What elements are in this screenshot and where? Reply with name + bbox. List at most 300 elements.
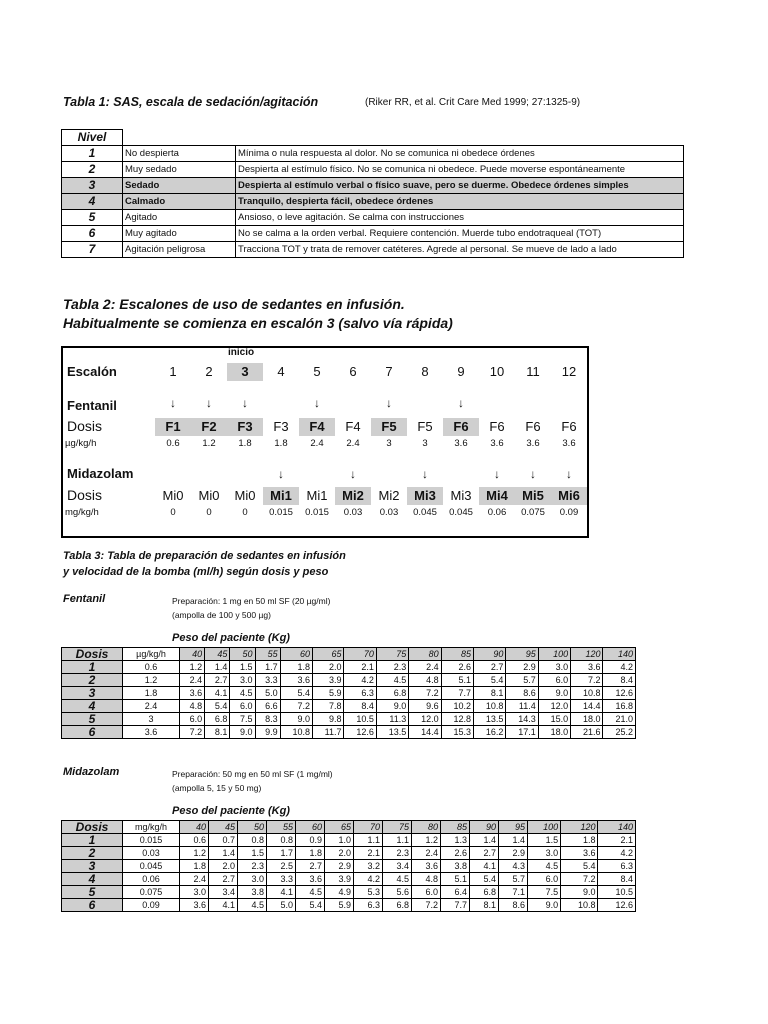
fentanil-dose-value: 2.4	[310, 438, 324, 449]
rate-cell: 16.8	[603, 700, 636, 713]
rate-row	[62, 726, 636, 739]
weight-header: 95	[506, 648, 538, 661]
rate-cell: 5.4	[561, 860, 598, 873]
unit-header: mg/kg/h	[123, 821, 180, 834]
rate-cell: 5.7	[499, 873, 528, 886]
rate-cell: 3.6	[296, 873, 325, 886]
weight-header: 85	[441, 648, 473, 661]
sas-table	[61, 129, 684, 258]
down-arrow-icon: ↓	[386, 396, 392, 410]
escalon-number: 10	[489, 364, 505, 379]
nivel-header: Nivel	[62, 130, 123, 146]
dose-value: 3.6	[123, 726, 180, 739]
rate-row	[62, 847, 636, 860]
fentanil-dose-value: 3.6	[562, 438, 576, 449]
rate-cell: 7.2	[412, 899, 441, 912]
inicio-label: inicio	[228, 347, 255, 358]
rate-cell: 13.5	[473, 713, 505, 726]
fentanil-step-code: F5	[417, 419, 433, 434]
rate-cell: 7.7	[441, 899, 470, 912]
rate-cell: 6.0	[528, 873, 561, 886]
rate-row	[62, 661, 636, 674]
unit-header: µg/kg/h	[123, 648, 180, 661]
rate-row	[62, 873, 636, 886]
rate-cell: 2.4	[409, 661, 441, 674]
rate-cell: 7.2	[571, 674, 603, 687]
rate-cell: 8.1	[205, 726, 230, 739]
midazolam-dosis-label: Dosis	[67, 487, 103, 503]
rate-cell: 7.8	[313, 700, 344, 713]
rate-cell: 2.9	[499, 847, 528, 860]
weight-header: 55	[255, 648, 280, 661]
fentanil-prep-line2: (ampolla de 100 y 500 µg)	[172, 610, 271, 620]
midazolam-step-code: Mi3	[450, 488, 472, 503]
escalon-number: 7	[385, 364, 393, 379]
rate-cell: 5.7	[506, 674, 538, 687]
fentanil-step-code: F6	[561, 419, 577, 434]
rate-cell: 2.4	[180, 674, 205, 687]
rate-cell: 8.6	[499, 899, 528, 912]
fentanil-step-code: F2	[191, 418, 227, 436]
midazolam-dose-value: 0.06	[487, 507, 507, 518]
rate-cell: 1.0	[325, 834, 354, 847]
fentanil-dose-value: 3.6	[490, 438, 504, 449]
escalon-number: 11	[526, 364, 540, 379]
rate-cell: 1.1	[383, 834, 412, 847]
rate-cell: 6.6	[255, 700, 280, 713]
rate-cell: 6.8	[470, 886, 499, 899]
rate-cell: 4.8	[412, 873, 441, 886]
rate-cell: 10.5	[344, 713, 376, 726]
sas-name: Agitación peligrosa	[123, 242, 236, 258]
dose-number: 6	[62, 899, 123, 912]
weight-header: 80	[409, 648, 441, 661]
rate-cell: 0.7	[209, 834, 238, 847]
rate-cell: 5.9	[325, 899, 354, 912]
sas-description: Ansioso, o leve agitación. Se calma con instrucciones	[236, 210, 684, 226]
rate-cell: 13.5	[376, 726, 408, 739]
midazolam-step-code: Mi6	[551, 487, 587, 505]
down-arrow-icon: ↓	[494, 467, 500, 481]
rate-cell: 2.0	[325, 847, 354, 860]
rate-cell: 14.4	[409, 726, 441, 739]
sas-description: Despierta al estímulo verbal o físico suave, pero se duerme. Obedece órdenes simples	[236, 178, 684, 194]
rate-cell: 3.9	[325, 873, 354, 886]
rate-cell: 1.8	[296, 847, 325, 860]
dose-value: 0.06	[123, 873, 180, 886]
rate-cell: 9.0	[230, 726, 255, 739]
rate-cell: 2.7	[296, 860, 325, 873]
rate-cell: 3.9	[313, 674, 344, 687]
rate-cell: 21.6	[571, 726, 603, 739]
escalon-number: 1	[169, 364, 177, 379]
rate-cell: 0.6	[180, 834, 209, 847]
rate-cell: 9.0	[376, 700, 408, 713]
dose-number: 5	[62, 713, 123, 726]
rate-cell: 6.8	[205, 713, 230, 726]
down-arrow-icon: ↓	[350, 467, 356, 481]
rate-cell: 15.3	[441, 726, 473, 739]
midazolam-step-code: Mi5	[515, 487, 551, 505]
midazolam-step-code: Mi2	[378, 488, 400, 503]
rate-cell: 3.0	[528, 847, 561, 860]
rate-cell: 2.6	[441, 847, 470, 860]
rate-cell: 5.1	[441, 873, 470, 886]
rate-cell: 10.8	[473, 700, 505, 713]
rate-cell: 6.4	[441, 886, 470, 899]
rate-cell: 11.7	[313, 726, 344, 739]
fentanil-prep-line1: Preparación: 1 mg en 50 ml SF (20 µg/ml)	[172, 596, 331, 606]
dose-value: 0.6	[123, 661, 180, 674]
midazolam-prep-line1: Preparación: 50 mg en 50 ml SF (1 mg/ml)	[172, 769, 333, 779]
rate-cell: 6.8	[376, 687, 408, 700]
weight-header: 65	[313, 648, 344, 661]
rate-cell: 2.0	[209, 860, 238, 873]
sas-name: Muy sedado	[123, 162, 236, 178]
sas-level: 1	[62, 146, 123, 162]
rate-cell: 4.1	[470, 860, 499, 873]
rate-cell: 4.8	[180, 700, 205, 713]
rate-cell: 1.4	[209, 847, 238, 860]
rate-cell: 2.7	[209, 873, 238, 886]
rate-cell: 5.4	[280, 687, 312, 700]
rate-cell: 14.3	[506, 713, 538, 726]
dose-number: 2	[62, 674, 123, 687]
down-arrow-icon: ↓	[278, 467, 284, 481]
midazolam-step-code: Mi4	[479, 487, 515, 505]
fentanil-dose-value: 3	[422, 438, 428, 449]
escalon-number: 2	[205, 364, 213, 379]
weight-header: 140	[598, 821, 636, 834]
fentanil-step-code: F3	[227, 418, 263, 436]
midazolam-step-code: Mi0	[198, 488, 220, 503]
fentanil-step-code: F3	[273, 419, 289, 434]
dose-value: 0.075	[123, 886, 180, 899]
rate-cell: 5.0	[255, 687, 280, 700]
rate-cell: 2.3	[376, 661, 408, 674]
weight-header: 75	[376, 648, 408, 661]
rate-cell: 0.8	[238, 834, 267, 847]
weight-header: 100	[538, 648, 570, 661]
rate-cell: 10.5	[598, 886, 636, 899]
weight-header: 40	[180, 648, 205, 661]
dose-value: 3	[123, 713, 180, 726]
sas-name: No despierta	[123, 146, 236, 162]
rate-cell: 2.5	[267, 860, 296, 873]
rate-cell: 1.7	[267, 847, 296, 860]
rate-cell: 8.4	[598, 873, 636, 886]
rate-cell: 6.0	[412, 886, 441, 899]
weight-header: 75	[383, 821, 412, 834]
dose-number: 1	[62, 661, 123, 674]
weight-header: 120	[571, 648, 603, 661]
rate-cell: 8.3	[255, 713, 280, 726]
fentanil-dosis-label: Dosis	[67, 418, 103, 434]
rate-cell: 4.8	[409, 674, 441, 687]
rate-cell: 6.8	[383, 899, 412, 912]
rate-cell: 1.3	[441, 834, 470, 847]
down-arrow-icon: ↓	[242, 396, 248, 410]
rate-cell: 9.0	[528, 899, 561, 912]
rate-row	[62, 860, 636, 873]
rate-cell: 1.2	[412, 834, 441, 847]
rate-cell: 2.1	[344, 661, 376, 674]
rate-cell: 3.6	[561, 847, 598, 860]
sas-name: Calmado	[123, 194, 236, 210]
fentanil-heading: Fentanil	[63, 593, 106, 605]
rate-cell: 2.1	[354, 847, 383, 860]
rate-cell: 8.4	[344, 700, 376, 713]
fentanil-step-code: F6	[443, 418, 479, 436]
rate-cell: 3.4	[209, 886, 238, 899]
rate-row	[62, 713, 636, 726]
rate-cell: 2.4	[412, 847, 441, 860]
rate-cell: 10.8	[561, 899, 598, 912]
rate-cell: 1.1	[354, 834, 383, 847]
midazolam-dose-value: 0.015	[305, 507, 329, 518]
midazolam-step-code: Mi0	[234, 488, 256, 503]
rate-cell: 4.3	[499, 860, 528, 873]
fentanil-dose-value: 3.6	[454, 438, 468, 449]
rate-cell: 3.3	[267, 873, 296, 886]
rate-cell: 7.1	[499, 886, 528, 899]
rate-cell: 1.4	[499, 834, 528, 847]
weight-header: 140	[603, 648, 636, 661]
down-arrow-icon: ↓	[566, 467, 572, 481]
weight-header: 120	[561, 821, 598, 834]
down-arrow-icon: ↓	[530, 467, 536, 481]
rate-cell: 12.0	[538, 700, 570, 713]
weight-header: 50	[238, 821, 267, 834]
rate-cell: 9.0	[280, 713, 312, 726]
down-arrow-icon: ↓	[170, 396, 176, 410]
midazolam-label: Midazolam	[67, 466, 134, 481]
dose-value: 1.2	[123, 674, 180, 687]
rate-cell: 15.0	[538, 713, 570, 726]
rate-cell: 5.0	[267, 899, 296, 912]
rate-header-row	[62, 648, 636, 661]
rate-cell: 4.5	[383, 873, 412, 886]
rate-cell: 3.8	[238, 886, 267, 899]
rate-cell: 1.5	[528, 834, 561, 847]
rate-cell: 3.2	[354, 860, 383, 873]
midazolam-step-code: Mi0	[162, 488, 184, 503]
midazolam-dose-value: 0.015	[269, 507, 293, 518]
rate-cell: 5.6	[383, 886, 412, 899]
rate-cell: 5.4	[205, 700, 230, 713]
rate-cell: 3.4	[383, 860, 412, 873]
midazolam-dose-value: 0.045	[449, 507, 473, 518]
rate-cell: 2.3	[383, 847, 412, 860]
rate-cell: 3.6	[571, 661, 603, 674]
sas-level: 4	[62, 194, 123, 210]
table3-title-line1: Tabla 3: Tabla de preparación de sedantes en infusión	[63, 550, 346, 562]
midazolam-peso-label: Peso del paciente (Kg)	[172, 805, 290, 817]
dose-number: 1	[62, 834, 123, 847]
fentanil-dose-value: 3.6	[526, 438, 540, 449]
rate-cell: 7.7	[441, 687, 473, 700]
rate-cell: 2.4	[180, 873, 209, 886]
sas-description: Mínima o nula respuesta al dolor. No se comunica ni obedece órdenes	[236, 146, 684, 162]
rate-cell: 10.8	[280, 726, 312, 739]
rate-cell: 3.6	[412, 860, 441, 873]
rate-cell: 7.2	[409, 687, 441, 700]
rate-cell: 3.6	[180, 687, 205, 700]
rate-cell: 12.0	[409, 713, 441, 726]
rate-cell: 4.1	[267, 886, 296, 899]
rate-cell: 5.1	[441, 674, 473, 687]
sas-description: Tranquilo, despierta fácil, obedece órdenes	[236, 194, 684, 210]
fentanil-step-code: F6	[525, 419, 541, 434]
escalon-number: 9	[457, 364, 465, 379]
escalon-number: 4	[277, 364, 285, 379]
sas-name: Muy agitado	[123, 226, 236, 242]
down-arrow-icon: ↓	[206, 396, 212, 410]
rate-cell: 0.9	[296, 834, 325, 847]
rate-cell: 5.4	[296, 899, 325, 912]
rate-cell: 4.9	[325, 886, 354, 899]
rate-row	[62, 674, 636, 687]
rate-cell: 8.1	[470, 899, 499, 912]
weight-header: 60	[296, 821, 325, 834]
rate-cell: 3.6	[280, 674, 312, 687]
rate-cell: 7.5	[528, 886, 561, 899]
rate-cell: 11.3	[376, 713, 408, 726]
dose-number: 3	[62, 687, 123, 700]
rate-cell: 2.7	[473, 661, 505, 674]
weight-header: 95	[499, 821, 528, 834]
rate-cell: 4.1	[205, 687, 230, 700]
fentanil-unit: µg/kg/h	[65, 438, 97, 449]
rate-cell: 6.3	[354, 899, 383, 912]
rate-cell: 1.8	[180, 860, 209, 873]
sas-level: 7	[62, 242, 123, 258]
rate-row	[62, 886, 636, 899]
midazolam-unit: mg/kg/h	[65, 507, 99, 518]
sas-row	[62, 210, 684, 226]
rate-cell: 2.9	[325, 860, 354, 873]
rate-cell: 21.0	[603, 713, 636, 726]
weight-header: 40	[180, 821, 209, 834]
sas-row	[62, 178, 684, 194]
midazolam-step-code: Mi2	[335, 487, 371, 505]
dose-value: 0.03	[123, 847, 180, 860]
rate-cell: 4.2	[603, 661, 636, 674]
rate-cell: 8.6	[506, 687, 538, 700]
down-arrow-icon: ↓	[422, 467, 428, 481]
rate-cell: 0.8	[267, 834, 296, 847]
rate-cell: 6.0	[538, 674, 570, 687]
down-arrow-icon: ↓	[314, 396, 320, 410]
rate-header-row	[62, 821, 636, 834]
rate-cell: 4.5	[376, 674, 408, 687]
rate-cell: 3.0	[180, 886, 209, 899]
rate-cell: 9.0	[561, 886, 598, 899]
rate-row	[62, 687, 636, 700]
weight-header: 45	[209, 821, 238, 834]
rate-cell: 5.9	[313, 687, 344, 700]
rate-cell: 7.2	[561, 873, 598, 886]
rate-cell: 4.2	[598, 847, 636, 860]
dosis-header: Dosis	[62, 821, 123, 834]
midazolam-dose-value: 0	[170, 507, 176, 518]
dose-value: 0.015	[123, 834, 180, 847]
sas-level: 2	[62, 162, 123, 178]
sas-row	[62, 162, 684, 178]
rate-cell: 10.2	[441, 700, 473, 713]
rate-cell: 9.0	[538, 687, 570, 700]
rate-cell: 9.6	[409, 700, 441, 713]
rate-cell: 1.4	[205, 661, 230, 674]
midazolam-step-code: Mi1	[263, 487, 299, 505]
rate-cell: 12.6	[598, 899, 636, 912]
rate-cell: 4.5	[528, 860, 561, 873]
sas-level: 5	[62, 210, 123, 226]
weight-header: 45	[205, 648, 230, 661]
weight-header: 85	[441, 821, 470, 834]
rate-cell: 5.4	[470, 873, 499, 886]
rate-cell: 7.5	[230, 713, 255, 726]
dose-number: 2	[62, 847, 123, 860]
rate-cell: 9.9	[255, 726, 280, 739]
rate-cell: 6.3	[598, 860, 636, 873]
escalon-number: 5	[313, 364, 321, 379]
fentanil-dose-value: 3	[386, 438, 392, 449]
rate-cell: 6.3	[344, 687, 376, 700]
sas-name: Agitado	[123, 210, 236, 226]
midazolam-dose-value: 0.075	[521, 507, 545, 518]
fentanil-peso-label: Peso del paciente (Kg)	[172, 632, 290, 644]
rate-cell: 1.8	[561, 834, 598, 847]
escalon-number: 12	[561, 364, 577, 379]
midazolam-step-code: Mi3	[407, 487, 443, 505]
escalon-number: 3	[227, 363, 263, 381]
sas-name: Sedado	[123, 178, 236, 194]
rate-cell: 25.2	[603, 726, 636, 739]
rate-cell: 11.4	[506, 700, 538, 713]
midazolam-prep-line2: (ampolla 5, 15 y 50 mg)	[172, 783, 262, 793]
rate-cell: 12.6	[603, 687, 636, 700]
rate-row	[62, 834, 636, 847]
rate-cell: 7.2	[280, 700, 312, 713]
rate-cell: 4.1	[209, 899, 238, 912]
rate-cell: 5.4	[473, 674, 505, 687]
weight-header: 90	[473, 648, 505, 661]
rate-cell: 3.0	[538, 661, 570, 674]
rate-cell: 3.3	[255, 674, 280, 687]
rate-cell: 8.1	[473, 687, 505, 700]
midazolam-dose-value: 0	[206, 507, 212, 518]
dose-value: 2.4	[123, 700, 180, 713]
rate-cell: 17.1	[506, 726, 538, 739]
escalon-number: 8	[421, 364, 429, 379]
fentanil-step-code: F4	[345, 419, 361, 434]
fentanil-rate-table	[61, 647, 636, 739]
rate-cell: 2.6	[441, 661, 473, 674]
rate-cell: 1.8	[280, 661, 312, 674]
midazolam-dose-value: 0.09	[559, 507, 579, 518]
sas-description: Despierta al estímulo físico. No se comunica ni obedece. Puede moverse espontáneamente	[236, 162, 684, 178]
midazolam-step-code: Mi1	[306, 488, 328, 503]
sas-row	[62, 146, 684, 162]
rate-cell: 18.0	[538, 726, 570, 739]
rate-cell: 4.5	[238, 899, 267, 912]
weight-header: 55	[267, 821, 296, 834]
rate-cell: 10.8	[571, 687, 603, 700]
rate-row	[62, 899, 636, 912]
rate-cell: 3.0	[238, 873, 267, 886]
rate-cell: 1.2	[180, 661, 205, 674]
